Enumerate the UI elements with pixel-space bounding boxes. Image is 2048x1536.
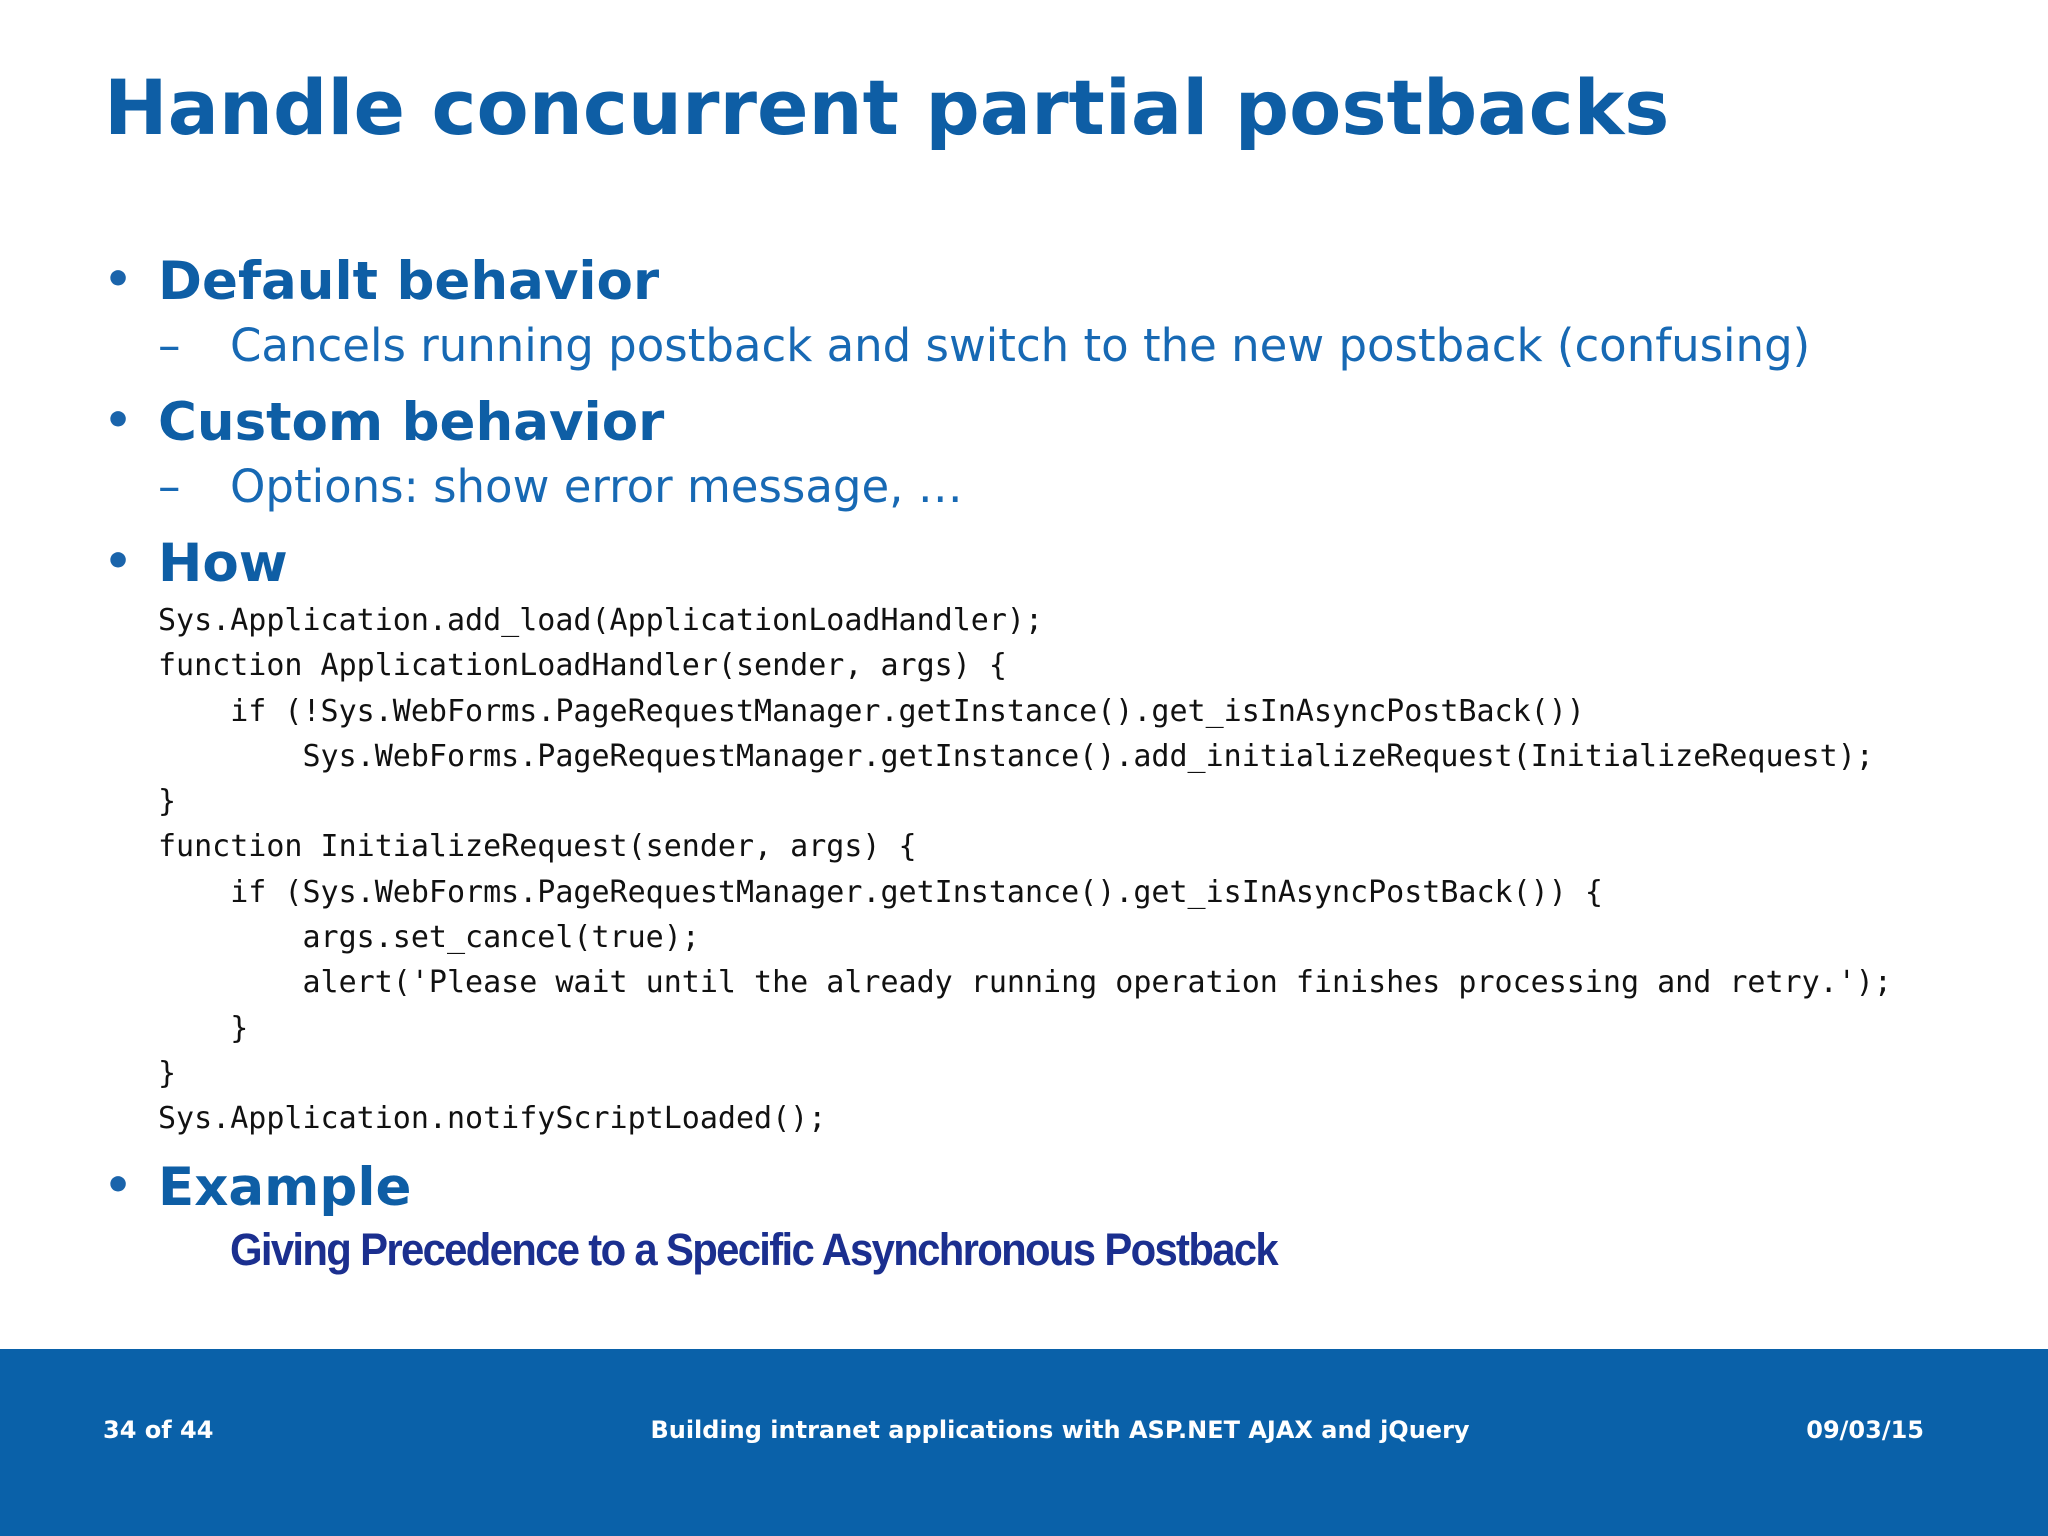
footer-title: Building intranet applications with ASP.NET AJAX and jQuery bbox=[650, 1416, 1470, 1444]
page-number: 34 of 44 bbox=[103, 1416, 214, 1444]
sub-bullet-label: Options: show error message, … bbox=[230, 460, 963, 513]
dash-icon: – bbox=[158, 319, 181, 372]
bullet-label: How bbox=[158, 533, 288, 594]
sub-bullet-label: Cancels running postback and switch to the new postback (confusing) bbox=[230, 319, 1811, 372]
bullet-dot-icon: • bbox=[104, 1160, 133, 1211]
slide-title: Handle concurrent partial postbacks bbox=[104, 63, 1670, 152]
bullet-dot-icon: • bbox=[104, 536, 133, 587]
bullet-dot-icon: • bbox=[104, 254, 133, 305]
bullet-dot-icon: • bbox=[104, 395, 133, 446]
dash-icon: – bbox=[158, 460, 181, 513]
bullet-label: Default behavior bbox=[158, 251, 660, 312]
code-block: Sys.Application.add_load(ApplicationLoadHandler); function ApplicationLoadHandler(sender, args) { if (!Sys.WebForms.PageRequestManager.getInstance().get_isInAsyncPostBack()) Sys.WebForms.PageRequestManager.getInstance().add_initializeRequest(InitializeRequest); } function InitializeRequest(sender, args) { if (Sys.WebForms.PageRequestManager.getInstance().get_isInAsyncPostBack()) { args.set_cancel(true); alert('Please wait until the already running operation finishes processing and retry.'); } } Sys.Application.notifyScriptLoaded(); bbox=[158, 603, 1892, 1137]
bullet-label: Example bbox=[158, 1157, 412, 1218]
example-link[interactable]: Giving Precedence to a Specific Asynchronous Postback bbox=[230, 1224, 1278, 1275]
slide-footer bbox=[0, 1349, 2048, 1536]
bullet-label: Custom behavior bbox=[158, 392, 665, 453]
footer-date: 09/03/15 bbox=[1806, 1416, 1924, 1444]
